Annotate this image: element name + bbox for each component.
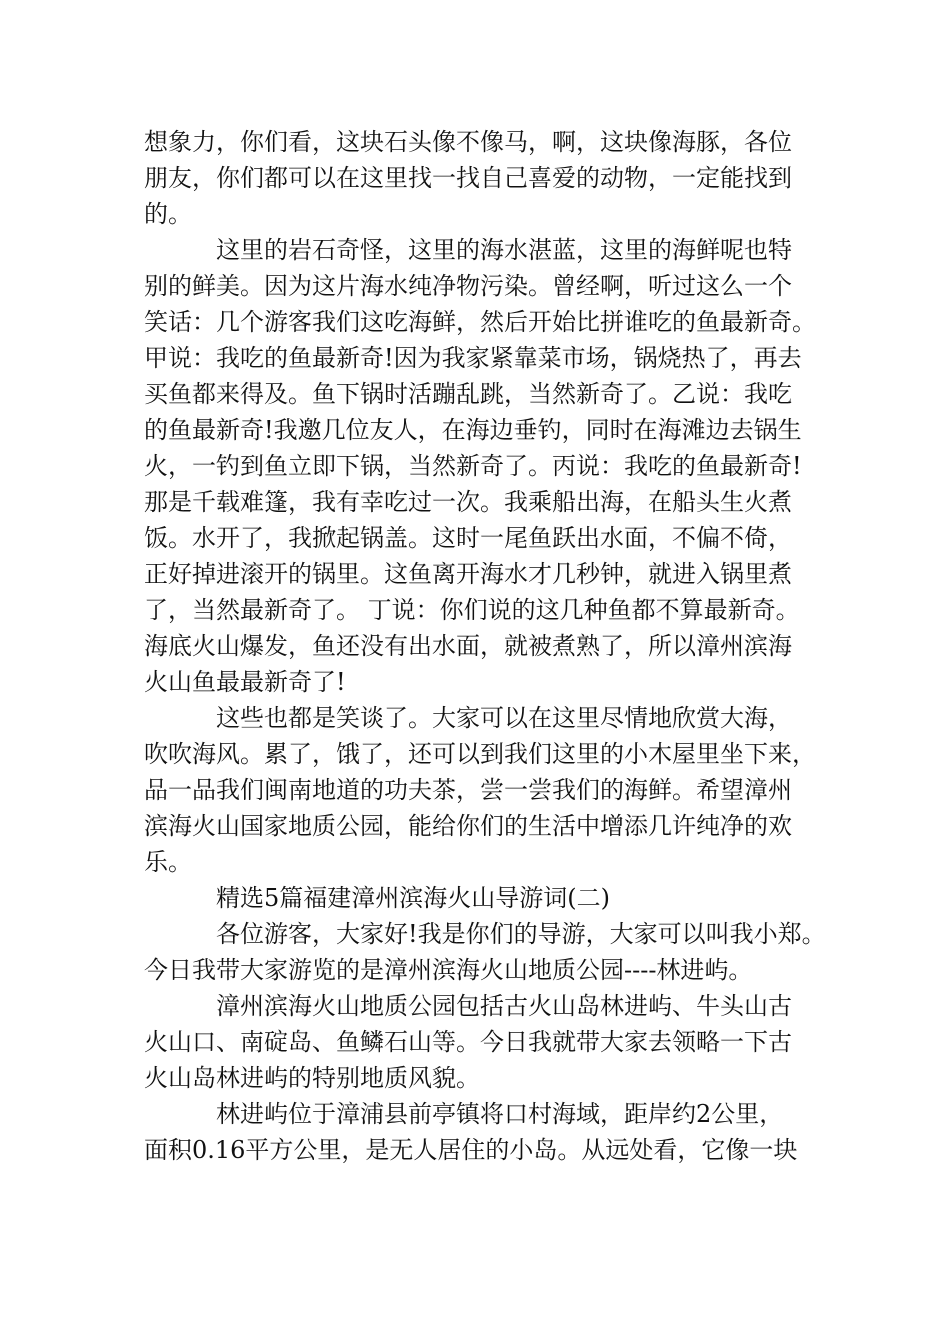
paragraph-start-line: 林进屿位于漳浦县前亭镇将口村海域，距岸约2公里， [216, 1100, 784, 1128]
paragraph-start-line: 各位游客，大家好!我是你们的导游，大家可以叫我小郑。 [216, 920, 826, 948]
text-line: 的鱼最新奇!我邀几位友人，在海边垂钓，同时在海滩边去锅生 [144, 416, 802, 444]
text-line: 别的鲜美。因为这片海水纯净物污染。曾经啊，听过这么一个 [144, 272, 792, 300]
text-line: 火山鱼最最新奇了! [144, 668, 346, 696]
text-line: 买鱼都来得及。鱼下锅时活蹦乱跳，当然新奇了。乙说：我吃 [144, 380, 792, 408]
text-line: 面积0.16平方公里，是无人居住的小岛。从远处看，它像一块 [144, 1136, 798, 1164]
text-line: 火山口、南碇岛、鱼鳞石山等。今日我就带大家去领略一下古 [144, 1028, 792, 1056]
text-line: 滨海火山国家地质公园，能给你们的生活中增添几许纯净的欢 [144, 812, 792, 840]
text-line: 的。 [144, 200, 192, 228]
paragraph-start-line: 这里的岩石奇怪，这里的海水湛蓝，这里的海鲜呢也特 [216, 236, 792, 264]
text-line: 饭。水开了，我掀起锅盖。这时一尾鱼跃出水面，不偏不倚， [144, 524, 792, 552]
text-line: 乐。 [144, 848, 192, 876]
paragraph-start-line: 这些也都是笑谈了。大家可以在这里尽情地欣赏大海， [216, 704, 792, 732]
text-line: 想象力，你们看，这块石头像不像马，啊，这块像海豚，各位 [144, 128, 792, 156]
text-line: 那是千载难篷，我有幸吃过一次。我乘船出海，在船头生火煮 [144, 488, 792, 516]
text-line: 吹吹海风。累了，饿了，还可以到我们这里的小木屋里坐下来， [144, 740, 816, 768]
text-line: 笑话：几个游客我们这吃海鲜，然后开始比拼谁吃的鱼最新奇。 [144, 308, 816, 336]
paragraph-start-line: 漳州滨海火山地质公园包括古火山岛林进屿、牛头山古 [216, 992, 792, 1020]
text-line: 了，当然最新奇了。 丁说：你们说的这几种鱼都不算最新奇。 [144, 596, 800, 624]
text-line: 海底火山爆发，鱼还没有出水面，就被煮熟了，所以漳州滨海 [144, 632, 792, 660]
text-line: 朋友，你们都可以在这里找一找自己喜爱的动物，一定能找到 [144, 164, 792, 192]
text-line: 正好掉进滚开的锅里。这鱼离开海水才几秒钟，就进入锅里煮 [144, 560, 792, 588]
text-line: 甲说：我吃的鱼最新奇!因为我家紧靠菜市场，锅烧热了，再去 [144, 344, 802, 372]
text-line: 火山岛林进屿的特别地质风貌。 [144, 1064, 480, 1092]
text-line: 今日我带大家游览的是漳州滨海火山地质公园----林进屿。 [144, 956, 753, 984]
text-line: 品一品我们闽南地道的功夫茶，尝一尝我们的海鲜。希望漳州 [144, 776, 792, 804]
text-line: 火，一钓到鱼立即下锅，当然新奇了。丙说：我吃的鱼最新奇! [144, 452, 802, 480]
section-heading: 精选5篇福建漳州滨海火山导游词(二) [216, 884, 610, 912]
